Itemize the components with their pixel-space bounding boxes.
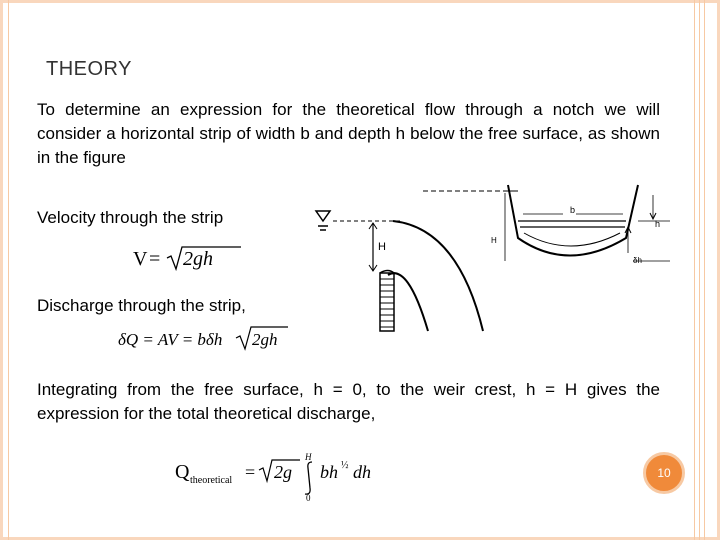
svg-text:0: 0 xyxy=(306,493,311,503)
top-border xyxy=(0,0,720,3)
integration-paragraph: Integrating from the free surface, h = 0, to the weir crest, h = H gives the expression for the total theoretical discharge, xyxy=(37,380,660,423)
svg-text:½: ½ xyxy=(341,460,349,471)
intro-paragraph: To determine an expression for the theoretical flow through a notch we will consider a horizontal strip of width b and depth h below the free surface, as shown in the figure xyxy=(37,100,660,167)
total-discharge-equation xyxy=(175,448,385,503)
left-border xyxy=(0,0,3,540)
svg-text:=: = xyxy=(149,248,161,270)
discharge-equation xyxy=(118,323,290,353)
discharge-label: Discharge through the strip, xyxy=(37,296,246,315)
right-stripe-1 xyxy=(694,0,695,540)
velocity-label: Velocity through the strip xyxy=(37,208,224,227)
svg-text:theoretical: theoretical xyxy=(190,475,233,486)
svg-text:H: H xyxy=(378,241,386,253)
svg-text:δQ = AV = bδh: δQ = AV = bδh xyxy=(118,330,223,349)
svg-text:h: h xyxy=(655,219,661,229)
velocity-equation xyxy=(133,243,243,273)
svg-text:b: b xyxy=(570,205,576,215)
svg-text:Q: Q xyxy=(175,461,190,483)
svg-text:H: H xyxy=(305,452,312,462)
slide-title: THEORY xyxy=(46,58,132,80)
page-number-badge: 10 xyxy=(643,452,685,494)
svg-text:=: = xyxy=(245,462,256,482)
svg-text:2gh: 2gh xyxy=(183,248,213,270)
svg-text:H: H xyxy=(491,236,497,245)
free-surface-symbol xyxy=(316,211,330,230)
svg-text:bh: bh xyxy=(320,462,338,482)
right-stripe-2 xyxy=(699,0,700,540)
svg-text:2gh: 2gh xyxy=(252,330,278,349)
left-stripe xyxy=(8,0,9,540)
svg-text:V: V xyxy=(133,248,148,270)
weir-figure xyxy=(308,183,680,333)
svg-text:2g: 2g xyxy=(274,462,292,482)
svg-text:δh: δh xyxy=(633,256,642,265)
svg-text:dh: dh xyxy=(353,462,371,482)
right-stripe-3 xyxy=(704,0,705,540)
